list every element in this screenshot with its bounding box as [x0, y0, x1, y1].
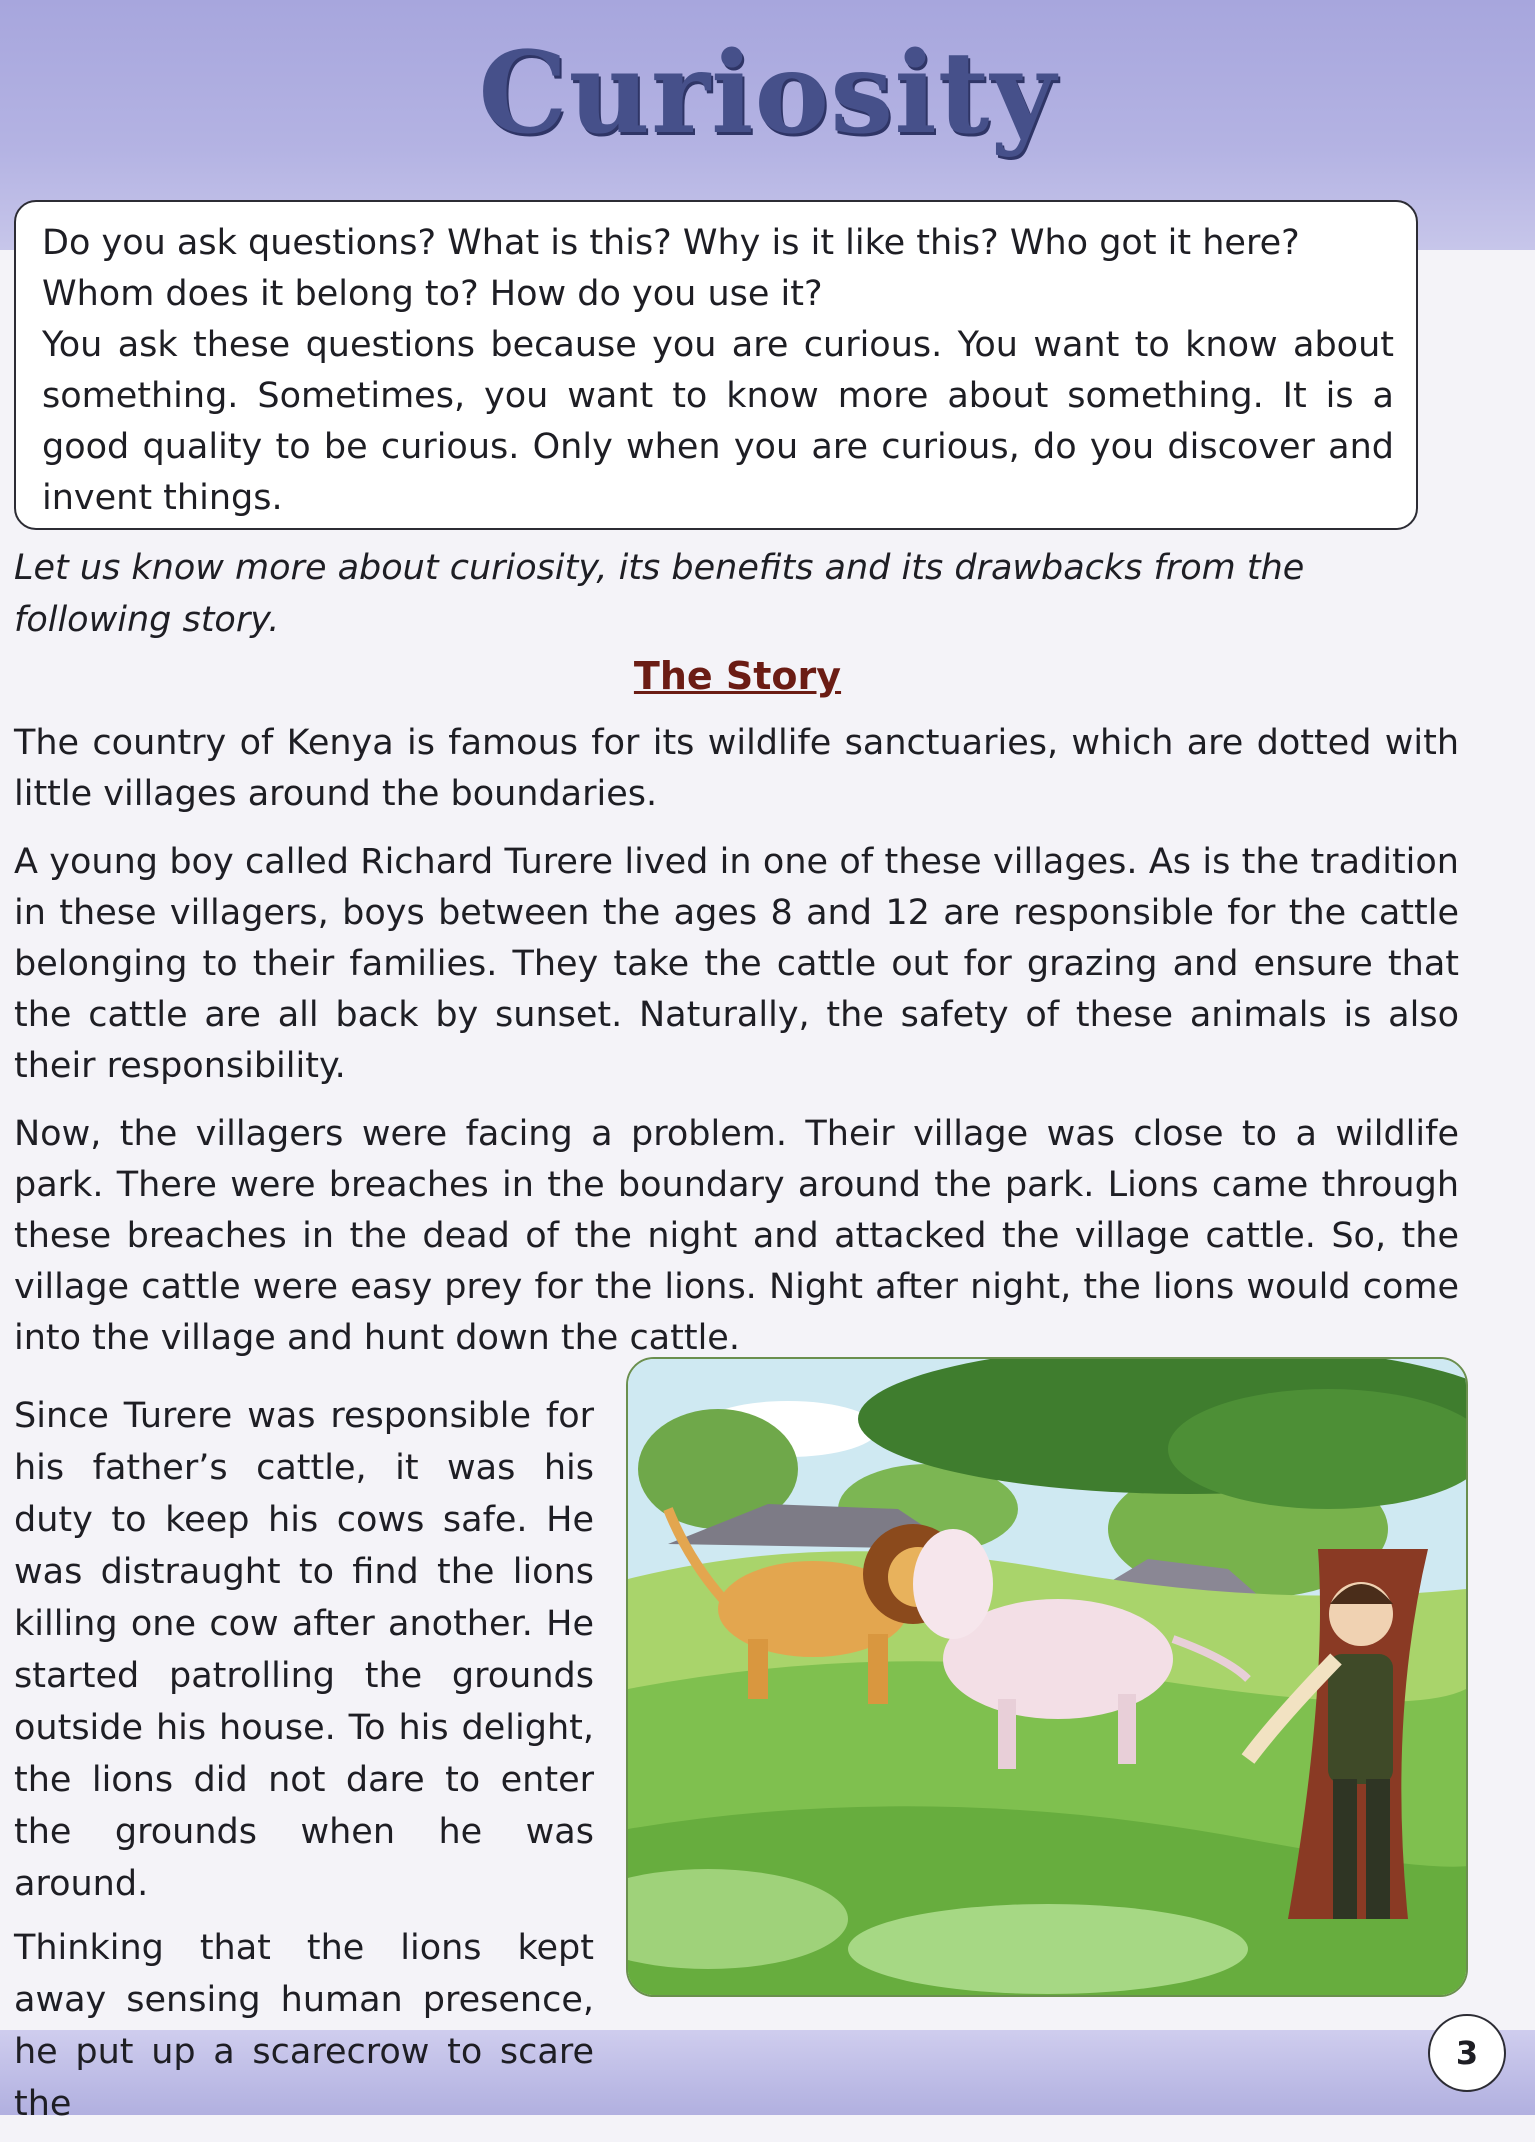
page-number: 3: [1455, 2034, 1479, 2072]
story-paragraph: The country of Kenya is famous for its wildlife sanctuaries, which are dotted with little villages around the boundaries.: [14, 723, 1459, 814]
story-paragraph: A young boy called Richard Turere lived in one of these villages. As is the tradition in these villagers, boys between the ages 8 and 12 are responsible for the cattle belonging to their families. They take the cattle out for grazing and ensure that the cattle are all back by sunset. Naturally, the safety of these animals is also their responsibility.: [14, 842, 1459, 1086]
story-paragraph: Thinking that the lions kept away sensing human presence, he put up a scarecrow to scare the: [14, 1928, 594, 2124]
story-heading: The Story: [633, 654, 842, 698]
lead-text: Let us know more about curiosity, its benefits and its drawbacks from the following story.: [14, 548, 1305, 640]
page-title: Curiosity: [478, 28, 1057, 159]
story-paragraph: Now, the villagers were facing a problem. Their village was close to a wildlife park. There were breaches in the boundary around the park. Lions came through these breaches in the dead of the night and attacked the village cattle. So, the village cattle were easy prey for the lions. Night after night, the lions would come into the village and hunt down the cattle.: [14, 1114, 1459, 1358]
page-number-badge: [1428, 2014, 1506, 2092]
lion-attacking-cow-illustration: [628, 1359, 1466, 1995]
story-body: [14, 718, 1459, 1381]
intro-box: [14, 200, 1418, 530]
intro-questions: Do you ask questions? What is this? Why is it like this? Who got it here? Whom does it belong to? How do you use it?: [42, 223, 1300, 314]
story-side-column: [14, 1390, 594, 2142]
story-paragraph: Since Turere was responsible for his father’s cattle, it was his duty to keep his cows safe. He was distraught to find the lions killing one cow after another. He started patrolling the grounds outside his house. To his delight, the lions did not dare to enter the grounds when he was around.: [14, 1396, 594, 1904]
intro-explanation: You ask these questions because you are curious. You want to know about something. Sometimes, you want to know more about something. It is a good quality to be curious. Only when you are curious, do you discover and invent things.: [42, 325, 1394, 518]
story-illustration: [626, 1357, 1468, 1997]
